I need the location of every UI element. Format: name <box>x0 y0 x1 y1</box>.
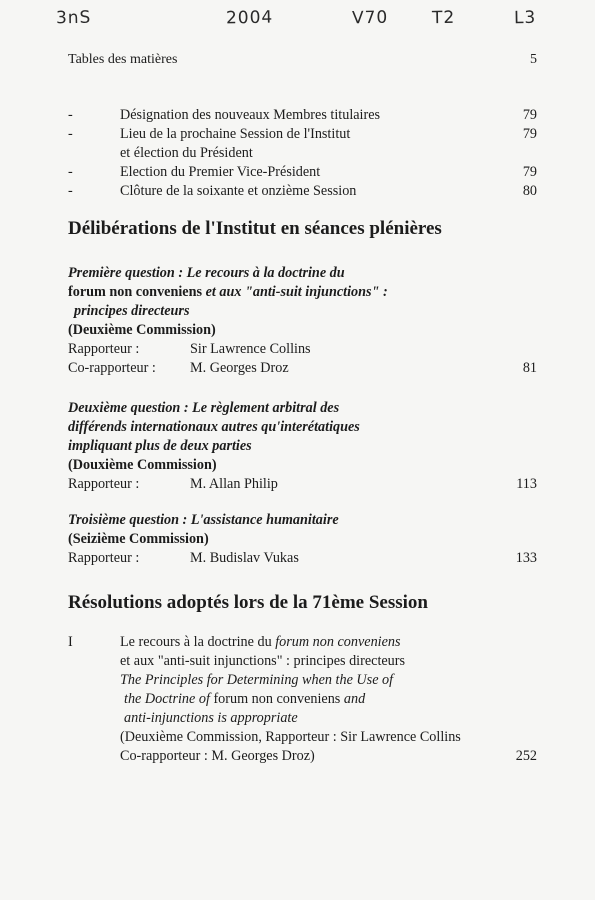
question-3-commission: (Seizième Commission) <box>68 531 209 547</box>
section-heading-deliberations: Délibérations de l'Institut en séances plénières <box>68 218 442 239</box>
resolution-text <box>120 633 537 766</box>
toc-bullet: - <box>68 183 73 199</box>
toc-item-page: 79 <box>522 126 537 142</box>
question-2-title-line1: Deuxième question : Le règlement arbitral des <box>68 400 340 416</box>
rapporteur-name: Sir Lawrence Collins <box>190 341 311 357</box>
toc-item-page: 80 <box>522 183 537 199</box>
resolution-line2: et aux "anti-suit injunctions" : principes directeurs <box>120 653 406 669</box>
toc-item <box>68 182 537 201</box>
question-1-title-line3: principes directeurs <box>74 303 190 319</box>
question-1-commission: (Deuxième Commission) <box>68 322 216 338</box>
rapporteur-name: M. Budislav Vukas <box>190 550 299 566</box>
toc-item-text-line1: Lieu de la prochaine Session de l'Institut <box>120 126 351 142</box>
rapporteur-label: Rapporteur : <box>68 550 140 566</box>
question-3-page: 133 <box>515 550 537 566</box>
toc-item-text <box>120 125 497 163</box>
resolution-number: I <box>68 634 73 650</box>
co-rapporteur-label: Co-rapporteur : <box>68 360 156 376</box>
resolution-line1a: Le recours à la doctrine du <box>120 634 276 650</box>
toc-bullet: - <box>68 164 73 180</box>
question-3 <box>68 511 537 568</box>
question-2-page: 113 <box>516 476 537 492</box>
resolution-line4c: and <box>340 691 366 707</box>
rapporteur-label: Rapporteur : <box>68 341 140 357</box>
resolution-line6: (Deuxième Commission, Rapporteur : Sir Lawrence Collins <box>120 729 461 745</box>
resolution-line1b: forum non conveniens <box>275 634 401 650</box>
toc-item-page: 79 <box>522 107 537 123</box>
toc-item-page: 79 <box>522 164 537 180</box>
question-2-title-line2: différends internationaux autres qu'interétatiques <box>68 419 360 435</box>
section-heading-resolutions: Résolutions adoptés lors de la 71ème Session <box>68 592 428 613</box>
rapporteur-name: M. Allan Philip <box>190 476 278 492</box>
toc-item <box>68 125 537 163</box>
question-1-title-line2b: et aux "anti-suit injunctions" : <box>202 284 388 300</box>
running-header <box>68 52 537 68</box>
handwritten-note-year: 2004 <box>225 7 274 29</box>
toc-item-text: Election du Premier Vice-Président <box>120 164 321 180</box>
co-rapporteur-name: M. Georges Droz <box>190 360 289 376</box>
toc-item-text: Désignation des nouveaux Membres titulaires <box>120 107 381 123</box>
question-2-commission: (Douxième Commission) <box>68 457 217 473</box>
toc-item-text-line2: et élection du Président <box>120 145 253 161</box>
handwritten-note-code3: L3 <box>513 7 537 29</box>
toc-list <box>68 106 537 201</box>
resolution-line7: Co-rapporteur : M. Georges Droz) <box>120 748 315 764</box>
handwritten-note-code2: T2 <box>431 7 456 29</box>
toc-item <box>68 106 537 125</box>
question-3-title: Troisième question : L'assistance humanitaire <box>68 512 339 528</box>
handwritten-note-code1: V70 <box>351 7 389 29</box>
question-1-title-line2a: forum non conveniens <box>68 284 203 300</box>
resolution-line3: The Principles for Determining when the Use of <box>120 672 394 688</box>
toc-item <box>68 163 537 182</box>
question-1-title-line1: Première question : Le recours à la doctrine du <box>68 265 345 281</box>
toc-bullet: - <box>68 126 73 142</box>
toc-item-text: Clôture de la soixante et onzième Session <box>120 183 357 199</box>
resolution-line5: anti-injunctions is appropriate <box>124 710 298 726</box>
question-2 <box>68 399 537 494</box>
question-2-title-line3: impliquant plus de deux parties <box>68 438 252 454</box>
resolution-line4b: forum non conveniens <box>213 691 341 707</box>
question-1 <box>68 264 537 378</box>
toc-bullet: - <box>68 107 73 123</box>
resolution-line4a: the Doctrine of <box>124 691 214 707</box>
rapporteur-label: Rapporteur : <box>68 476 140 492</box>
resolution-item <box>68 633 537 766</box>
running-header-page: 5 <box>530 52 537 67</box>
handwritten-note-left: 3nS <box>55 7 92 29</box>
question-1-page: 81 <box>522 360 537 376</box>
running-header-title: Tables des matières <box>68 52 178 67</box>
resolution-page: 252 <box>515 748 537 764</box>
